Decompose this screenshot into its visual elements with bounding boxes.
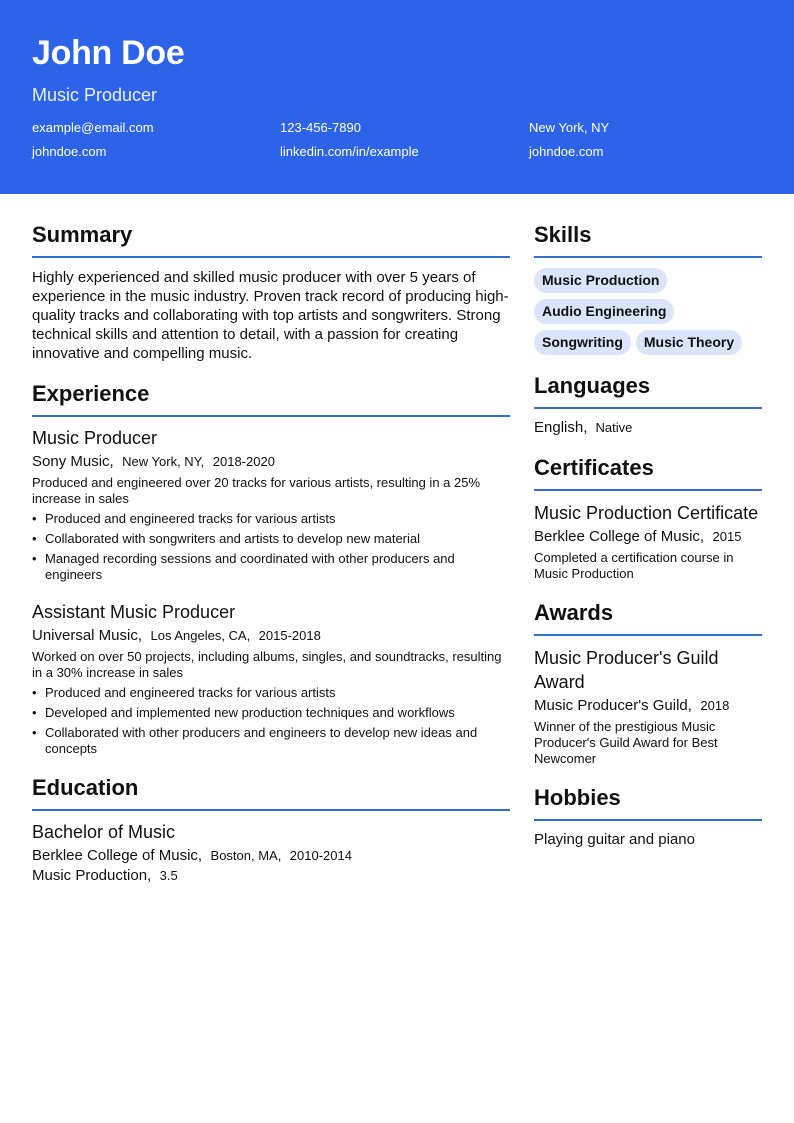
right-column	[534, 222, 762, 903]
job-description: Worked on over 50 projects, including albums, singles, and soundtracks, resulting in a 30% increase in sales	[32, 649, 502, 680]
bullet-text: Managed recording sessions and coordinated with other producers and engineers	[45, 551, 455, 582]
certificates-section	[534, 455, 762, 582]
education-field: Music Production,	[32, 867, 152, 884]
summary-text: Highly experienced and skilled music producer with over 5 years of experience in the music industry. Proven track record of producing high-quality tracks and collaborating with top artists and songwriters. Strong technical skills and attention to detail, with a passion for creating innovative and compelling music.	[32, 269, 509, 362]
bullet-icon: •	[32, 685, 37, 700]
job-meta	[32, 627, 510, 645]
award-year: 2018	[700, 698, 730, 713]
skills-section	[534, 222, 762, 355]
degree-title: Bachelor of Music	[32, 822, 176, 842]
job-dates: 2015-2018	[258, 628, 321, 643]
certificate-description: Completed a certification course in Music Production	[534, 550, 734, 581]
job-location: Los Angeles, CA,	[150, 628, 251, 643]
awards-heading: Awards	[534, 600, 762, 636]
languages-section	[534, 373, 762, 437]
list-item	[32, 511, 510, 527]
languages-heading: Languages	[534, 373, 762, 409]
summary-section	[32, 222, 510, 363]
experience-section	[32, 381, 510, 757]
skills-list	[534, 268, 762, 355]
hobbies-section	[534, 785, 762, 849]
website-link[interactable]: johndoe.com	[32, 144, 107, 159]
job-description: Produced and engineered over 20 tracks for various artists, resulting in a 25% increase in sales	[32, 475, 481, 506]
bullet-text: Developed and implemented new production techniques and workflows	[45, 705, 455, 720]
list-item	[32, 705, 510, 721]
email-link[interactable]: example@email.com	[32, 120, 154, 135]
education-field-row	[32, 867, 510, 885]
hobbies-heading: Hobbies	[534, 785, 762, 821]
skill-chip: Audio Engineering	[534, 299, 674, 324]
job-location: New York, NY,	[122, 454, 205, 469]
education-dates: 2010-2014	[289, 848, 352, 863]
award-issuer: Music Producer's Guild,	[534, 697, 692, 714]
resume-body	[0, 194, 794, 903]
list-item	[32, 531, 510, 547]
phone-text: 123-456-7890	[280, 120, 361, 135]
location-text: New York, NY	[529, 120, 610, 135]
candidate-name: John Doe	[32, 34, 185, 72]
certificate-issuer: Berklee College of Music,	[534, 528, 705, 545]
bullet-icon: •	[32, 705, 37, 720]
job-bullets	[32, 685, 510, 757]
bullet-text: Collaborated with other producers and engineers to develop new ideas and concepts	[45, 725, 478, 756]
language-item	[534, 419, 762, 437]
experience-entry	[32, 427, 510, 583]
bullet-icon: •	[32, 511, 37, 526]
summary-heading: Summary	[32, 222, 510, 258]
language-level: Native	[595, 420, 633, 435]
bullet-icon: •	[32, 725, 37, 740]
contact-info	[32, 120, 762, 160]
certificates-heading: Certificates	[534, 455, 762, 491]
certificate-meta	[534, 528, 762, 546]
job-dates: 2018-2020	[212, 454, 275, 469]
bullet-text: Collaborated with songwriters and artists to develop new material	[45, 531, 421, 546]
education-gpa: 3.5	[159, 868, 178, 883]
education-section	[32, 775, 510, 885]
list-item	[32, 685, 510, 701]
bullet-icon: •	[32, 531, 37, 546]
award-description: Winner of the prestigious Music Producer's Guild Award for Best Newcomer	[534, 719, 718, 766]
list-item	[32, 551, 510, 583]
bullet-icon: •	[32, 551, 37, 566]
skill-chip: Music Theory	[636, 330, 742, 355]
certificate-year: 2015	[712, 529, 742, 544]
bullet-text: Produced and engineered tracks for various artists	[45, 511, 336, 526]
job-meta	[32, 453, 510, 471]
candidate-title: Music Producer	[32, 85, 158, 105]
job-company: Sony Music,	[32, 453, 114, 470]
resume-header	[0, 0, 794, 194]
bullet-text: Produced and engineered tracks for various artists	[45, 685, 336, 700]
hobby-text: Playing guitar and piano	[534, 831, 695, 848]
experience-entry	[32, 601, 510, 757]
certificate-title: Music Production Certificate	[534, 503, 759, 523]
linkedin-link[interactable]: linkedin.com/in/example	[280, 144, 419, 159]
job-title: Assistant Music Producer	[32, 602, 236, 622]
website-link-secondary[interactable]: johndoe.com	[529, 144, 604, 159]
left-column	[32, 222, 510, 903]
job-bullets	[32, 511, 510, 583]
skills-heading: Skills	[534, 222, 762, 258]
job-company: Universal Music,	[32, 627, 143, 644]
language-name: English,	[534, 419, 588, 436]
list-item	[32, 725, 510, 757]
skill-chip: Music Production	[534, 268, 667, 293]
school-location: Boston, MA,	[210, 848, 282, 863]
job-title: Music Producer	[32, 428, 158, 448]
skill-chip: Songwriting	[534, 330, 631, 355]
award-meta	[534, 697, 762, 715]
award-title: Music Producer's Guild Award	[534, 648, 719, 692]
experience-heading: Experience	[32, 381, 510, 417]
awards-section	[534, 600, 762, 767]
education-heading: Education	[32, 775, 510, 811]
education-meta	[32, 847, 510, 865]
school-name: Berklee College of Music,	[32, 847, 203, 864]
